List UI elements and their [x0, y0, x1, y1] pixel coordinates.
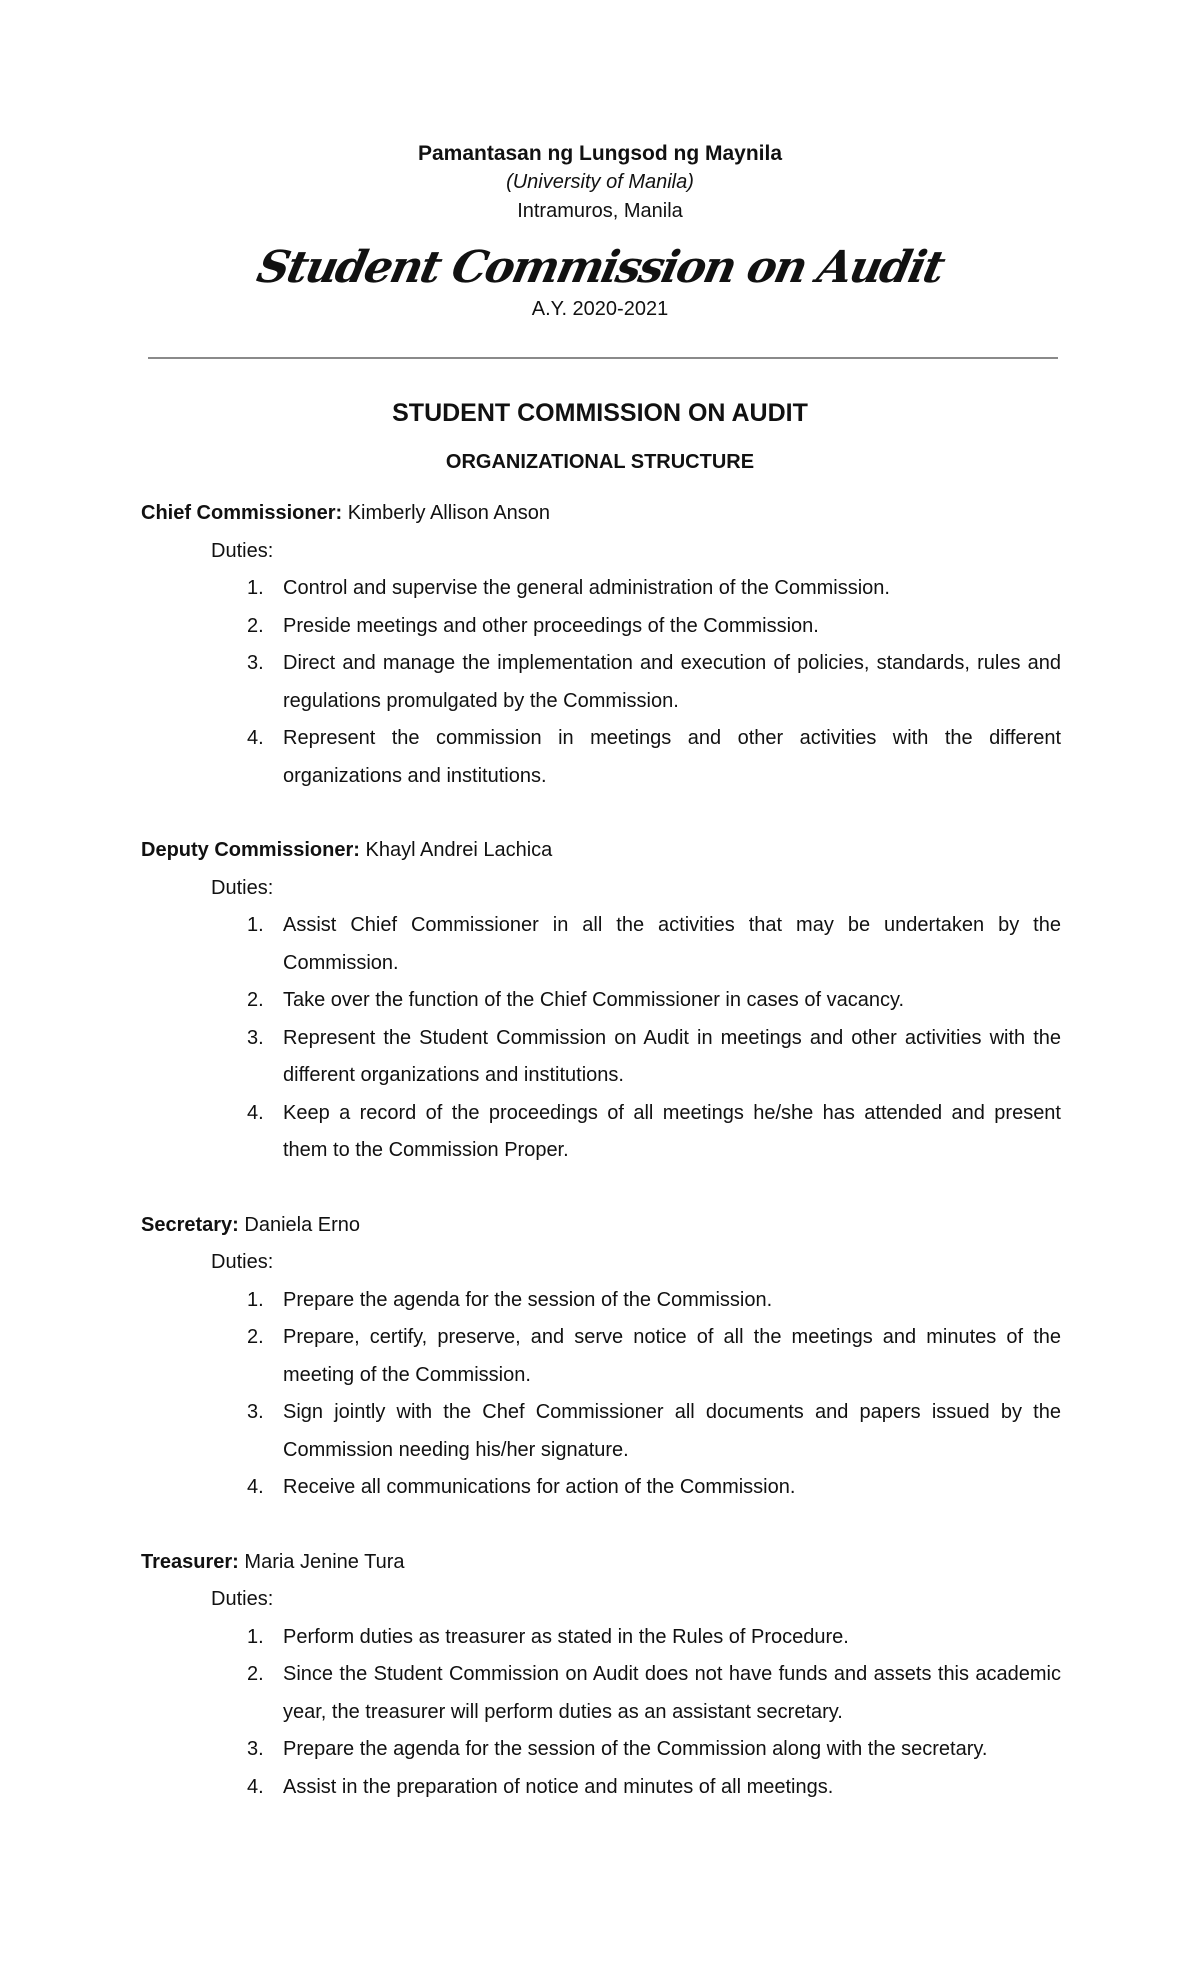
duty-item: [141, 645, 1061, 720]
document-title: STUDENT COMMISSION ON AUDIT: [392, 399, 808, 427]
university-location: Intramuros, Manila: [517, 200, 683, 222]
duty-text: Represent the Student Commission on Audit in meetings and other activities with the different organizations and institutions.: [283, 1026, 1061, 1086]
duty-text: Take over the function of the Chief Commissioner in cases of vacancy.: [283, 989, 905, 1011]
duty-text: Prepare the agenda for the session of the Commission.: [283, 1288, 773, 1311]
section-chief-commissioner: [141, 495, 1061, 795]
officer-name: Maria Jenine Tura: [244, 1550, 405, 1573]
duty-text: Direct and manage the implementation and execution of policies, standards, rules and regulations promulgated by the Commission.: [283, 652, 1061, 712]
officer-role: Treasurer:: [141, 1550, 239, 1573]
duty-number: 4.: [247, 1775, 264, 1798]
duty-number: 4.: [247, 1476, 264, 1498]
duties-list: [141, 1282, 1061, 1507]
duty-number: 4.: [247, 727, 264, 749]
officer-name: Daniela Erno: [244, 1213, 361, 1236]
organization-script-title: Student Commission on Audit: [252, 242, 948, 293]
duty-number: 2.: [247, 1326, 264, 1348]
duty-text: Control and supervise the general administration of the Commission.: [283, 577, 890, 599]
duty-text: Represent the commission in meetings and other activities with the different organizations and institutions.: [283, 727, 1061, 787]
officer-line: [141, 832, 1061, 870]
duty-text: Sign jointly with the Chef Commissioner all documents and papers issued by the Commission needing his/her signature.: [283, 1401, 1061, 1461]
duty-number: 2.: [247, 1663, 264, 1685]
duties-label: Duties:: [211, 539, 274, 562]
duty-item: [141, 1656, 1061, 1731]
duty-item: [141, 1731, 1061, 1769]
duty-item: [141, 720, 1061, 795]
officer-line: [141, 1207, 1061, 1245]
duty-text: Prepare, certify, preserve, and serve notice of all the meetings and minutes of the meeting of the Commission.: [283, 1326, 1061, 1386]
duties-label: Duties:: [211, 1588, 274, 1610]
duty-number: 1.: [247, 914, 264, 936]
duty-number: 1.: [247, 1625, 264, 1648]
duty-item: [141, 608, 1061, 646]
duty-item: [141, 1394, 1061, 1469]
section-treasurer: [141, 1544, 1061, 1807]
duty-item: [141, 1319, 1061, 1394]
officer-sections: [141, 495, 1061, 1843]
duties-label: Duties:: [211, 1251, 274, 1273]
officer-line: [141, 1544, 1061, 1582]
section-secretary: [141, 1207, 1061, 1507]
duty-text: Prepare the agenda for the session of the Commission along with the secretary.: [283, 1738, 988, 1760]
duty-text: Since the Student Commission on Audit does not have funds and assets this academic year, the treasurer will perform duties as an assistant secretary.: [283, 1663, 1061, 1723]
header-divider: [148, 357, 1058, 359]
section-deputy-commissioner: [141, 832, 1061, 1170]
duty-number: 2.: [247, 989, 264, 1011]
officer-role: Chief Commissioner:: [141, 502, 343, 524]
duty-number: 4.: [247, 1101, 264, 1124]
duty-number: 1.: [247, 1288, 264, 1311]
duties-list: [141, 907, 1061, 1170]
duty-item: [141, 907, 1061, 982]
duty-number: 3.: [247, 1738, 264, 1760]
duty-number: 2.: [247, 614, 264, 637]
duty-item: [141, 982, 1061, 1020]
duty-text: Keep a record of the proceedings of all meetings he/she has attended and present them to the Commission Proper.: [283, 1101, 1061, 1161]
officer-name: Khayl Andrei Lachica: [365, 839, 553, 861]
letterhead: [0, 139, 1200, 324]
duty-number: 3.: [247, 1401, 264, 1423]
duty-number: 1.: [247, 577, 264, 599]
duty-text: Receive all communications for action of the Commission.: [283, 1476, 796, 1498]
officer-line: [141, 495, 1061, 533]
duty-text: Preside meetings and other proceedings of the Commission.: [283, 614, 819, 637]
duty-text: Assist Chief Commissioner in all the activities that may be undertaken by the Commission.: [283, 914, 1061, 974]
duty-item: [141, 1095, 1061, 1170]
officer-role: Deputy Commissioner:: [141, 839, 360, 861]
university-name: Pamantasan ng Lungsod ng Maynila: [417, 142, 783, 165]
duty-text: Assist in the preparation of notice and minutes of all meetings.: [283, 1775, 834, 1798]
duties-list: [141, 1619, 1061, 1807]
duties-label: Duties:: [211, 876, 274, 899]
university-english-name: (University of Manila): [506, 171, 694, 193]
duties-list: [141, 570, 1061, 795]
document-subtitle: ORGANIZATIONAL STRUCTURE: [445, 451, 755, 473]
duty-item: [141, 1619, 1061, 1657]
duty-text: Perform duties as treasurer as stated in the Rules of Procedure.: [283, 1625, 849, 1648]
officer-name: Kimberly Allison Anson: [347, 502, 551, 524]
duty-item: [141, 570, 1061, 608]
academic-year: A.Y. 2020-2021: [531, 298, 669, 320]
duty-item: [141, 1020, 1061, 1095]
duty-item: [141, 1769, 1061, 1807]
duty-number: 3.: [247, 1026, 264, 1049]
officer-role: Secretary:: [141, 1213, 239, 1236]
duty-item: [141, 1282, 1061, 1320]
duty-item: [141, 1469, 1061, 1507]
duty-number: 3.: [247, 652, 264, 674]
